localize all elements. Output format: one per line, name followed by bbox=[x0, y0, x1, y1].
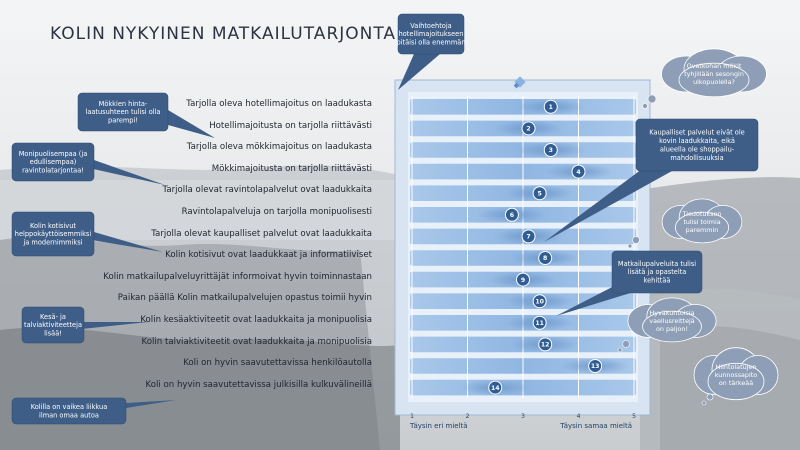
cloud-dot bbox=[623, 341, 630, 348]
cloud-dot bbox=[633, 237, 640, 244]
callout bbox=[78, 93, 215, 138]
callout-text: hotellimajoitukseen bbox=[398, 30, 464, 39]
x-tick-label: 4 bbox=[576, 413, 581, 420]
statement-label: Kolin matkailupalveluyrittäjät informoivat hyvin toiminnastaan bbox=[103, 271, 372, 282]
statement-label: Koli on hyvin saavutettavissa henkilöautolla bbox=[183, 358, 372, 369]
callout-text: Matkailupalveluita tulisi bbox=[617, 259, 697, 268]
callout-text: ilman omaa autoa bbox=[39, 411, 99, 420]
point-label: 7 bbox=[526, 233, 531, 241]
callout-text: helppokäyttöisemmiksi bbox=[14, 230, 92, 239]
cloud-dot bbox=[628, 244, 632, 248]
callout-text: kovin laadukkaita, eikä bbox=[659, 137, 735, 145]
callout-text: lisätä ja opastelta bbox=[627, 268, 687, 277]
statement-label: Tarjolla olevat ravintolapalvelut ovat laadukkaita bbox=[162, 185, 372, 196]
callout-text: talviaktiviteetteja bbox=[23, 321, 83, 330]
thought-cloud bbox=[643, 49, 767, 109]
callout-text: Kolin kotisivut bbox=[30, 221, 76, 230]
callout bbox=[12, 398, 176, 424]
callout-text: alueella ole shoppailu- bbox=[659, 145, 735, 154]
axis-left-label: Täysin eri mieltä bbox=[410, 422, 468, 430]
statement-label: Paikan päällä Kolin matkailupalvelujen opastus toimii hyvin bbox=[117, 293, 372, 304]
statement-label: Koli on hyvin saavutettavissa julkisilla kulkuvälineillä bbox=[145, 379, 372, 390]
callout-text: ja modernimmiksi bbox=[23, 238, 83, 247]
cloud-text: Ovatkohan mökit bbox=[686, 62, 742, 71]
cloud-dot bbox=[702, 401, 706, 405]
point-label: 4 bbox=[576, 168, 581, 176]
statement-label: Kolin talviaktiviteetit ovat laadukkaita ja monipuolisia bbox=[141, 336, 372, 347]
cloud-text: on tärkeää bbox=[718, 379, 754, 388]
cloud-text: tyhjillään sesongin bbox=[684, 70, 744, 79]
statement-label: Tarjolla oleva hotellimajoitus on laadukasta bbox=[186, 99, 372, 109]
cloud-text: Tiedotuksen bbox=[682, 210, 722, 219]
callout bbox=[12, 143, 165, 185]
cloud-dot bbox=[643, 104, 648, 109]
statement-label: Mökkimajoitusta on tarjolla riittävästi bbox=[211, 163, 372, 174]
cloud-text: on paljon! bbox=[655, 325, 689, 334]
callout-text: Monipuolisempaa (ja bbox=[18, 149, 88, 158]
callout-text: parempi! bbox=[108, 116, 138, 125]
point-label: 2 bbox=[526, 125, 531, 133]
callout bbox=[396, 14, 465, 90]
callout-text: Vaihtoehtoja bbox=[410, 21, 452, 30]
point-label: 14 bbox=[490, 384, 500, 392]
callout-text: Mökkien hinta- bbox=[98, 99, 148, 108]
statement-label: Ravintolapalveluja on tarjolla monipuolisesti bbox=[181, 207, 372, 217]
thought-cloud bbox=[694, 348, 778, 405]
x-tick-label: 3 bbox=[521, 413, 525, 420]
point-label: 8 bbox=[543, 255, 548, 263]
cloud-text: kunnossapito bbox=[714, 371, 758, 380]
callout bbox=[12, 212, 163, 256]
callout-text: laatusuhteen tulisi olla bbox=[85, 108, 161, 117]
x-tick-label: 1 bbox=[410, 413, 414, 420]
cloud-text: tulisi toimia bbox=[683, 218, 721, 227]
callout-text: pitäisi olla enemmän bbox=[396, 38, 466, 47]
cloud-text: vaellusreittejä bbox=[649, 317, 695, 326]
statement-label: Hotellimajoitusta on tarjolla riittävästi bbox=[209, 120, 372, 131]
axis-right-label: Täysin samaa mieltä bbox=[560, 422, 632, 430]
page-title: KOLIN NYKYINEN MATKAILUTARJONTA bbox=[50, 24, 397, 44]
point-label: 10 bbox=[535, 298, 544, 306]
point-label: 3 bbox=[548, 147, 553, 155]
statement-label: Kolin kotisivut ovat laadukkaat ja informatiiviset bbox=[165, 250, 372, 261]
callout-text: lisää! bbox=[44, 329, 62, 338]
callout-text: mahdollisuuksia bbox=[670, 153, 724, 162]
cloud-dot bbox=[648, 95, 656, 103]
callout-text: kehittää bbox=[643, 276, 671, 285]
point-label: 9 bbox=[520, 276, 526, 284]
point-label: 12 bbox=[540, 341, 550, 349]
point-label: 5 bbox=[537, 190, 542, 198]
callout-text: edullisempaa) bbox=[29, 158, 77, 167]
callout-text: Kaupalliset palvelut eivät ole bbox=[649, 128, 745, 137]
callout bbox=[22, 307, 148, 343]
callout-text: Kesä- ja bbox=[40, 312, 66, 321]
statement-label: Tarjolla oleva mökkimajoitus on laadukasta bbox=[186, 142, 372, 153]
cloud-text: Hiihtolatujen bbox=[715, 363, 757, 372]
cloud-text: ulkopuolella? bbox=[693, 78, 735, 87]
statement-label: Tarjolla olevat kaupalliset palvelut ovat laadukkaita bbox=[151, 228, 372, 239]
cloud-dot bbox=[618, 348, 622, 352]
callout-text: ravintolatarjontaa! bbox=[22, 166, 84, 175]
point-label: 13 bbox=[590, 363, 600, 371]
cloud-text: paremmin bbox=[685, 226, 719, 235]
statement-label: Kolin kesäaktiviteetit ovat laadukkaita ja monipuolisia bbox=[140, 315, 372, 325]
x-tick-label: 2 bbox=[465, 413, 470, 420]
point-label: 11 bbox=[535, 320, 544, 327]
callout-text: Kolilla on vaikea liikkua bbox=[30, 403, 108, 411]
point-label: 6 bbox=[509, 212, 515, 219]
x-tick-label: 5 bbox=[632, 413, 636, 420]
cloud-dot bbox=[707, 394, 713, 400]
cloud-text: Hyväkuntoisia bbox=[649, 309, 695, 318]
point-label: 1 bbox=[548, 104, 553, 111]
